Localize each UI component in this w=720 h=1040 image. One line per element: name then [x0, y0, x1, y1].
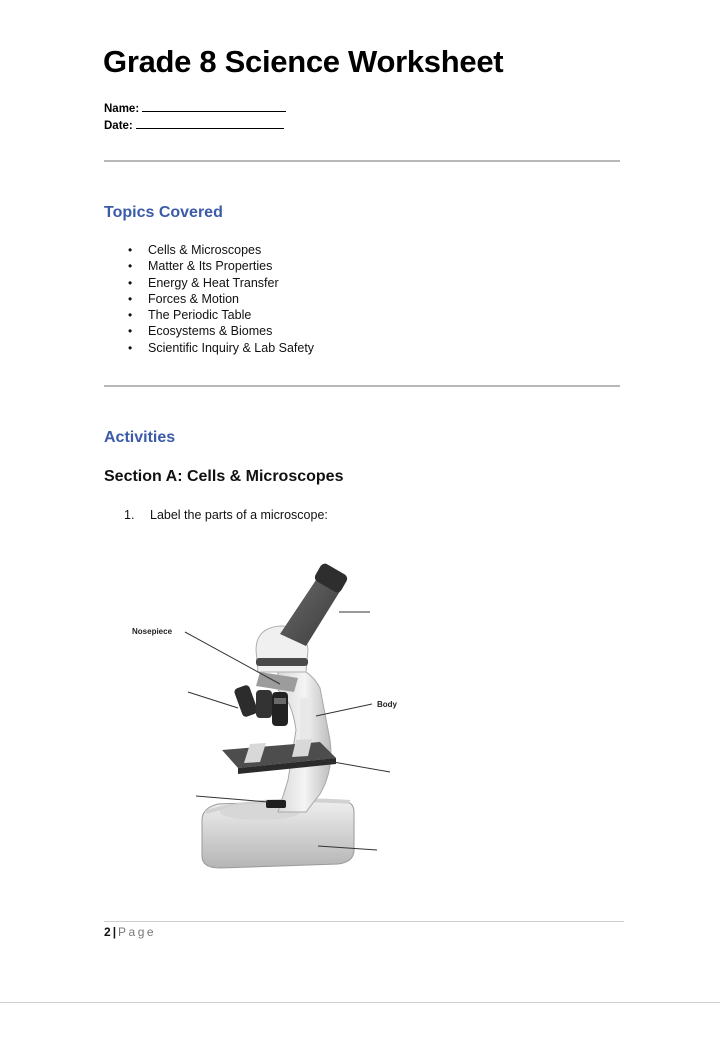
question-text: Label the parts of a microscope:	[150, 508, 328, 522]
light-source	[266, 800, 286, 808]
date-field[interactable]	[104, 118, 284, 132]
microscope-diagram	[110, 550, 450, 880]
topic-item: • Cells & Microscopes	[122, 242, 314, 258]
topics-list	[122, 242, 314, 356]
name-field[interactable]	[104, 101, 286, 115]
topic-item: • Ecosystems & Biomes	[122, 323, 314, 339]
page-word: Page	[118, 925, 157, 939]
eyepiece-tube	[280, 562, 349, 646]
question-1	[122, 508, 328, 522]
page-footer	[104, 925, 156, 939]
objective-callout-line	[188, 692, 238, 708]
topic-item: • Energy & Heat Transfer	[122, 275, 314, 291]
stage-callout-line	[322, 760, 390, 772]
page-number: 2	[104, 925, 111, 939]
topic-item: • The Periodic Table	[122, 307, 314, 323]
topic-item: • Scientific Inquiry & Lab Safety	[122, 340, 314, 356]
divider	[104, 385, 620, 387]
date-blank-line[interactable]	[136, 118, 284, 129]
question-number: 1.	[124, 508, 135, 522]
name-blank-line[interactable]	[142, 101, 286, 112]
body-label: Body	[377, 700, 397, 709]
section-a-title: Section A: Cells & Microscopes	[104, 468, 344, 485]
light-callout-line	[196, 796, 268, 802]
topic-item: • Matter & Its Properties	[122, 258, 314, 274]
date-label: Date:	[104, 120, 133, 132]
topic-item: • Forces & Motion	[122, 291, 314, 307]
footer-divider	[104, 921, 624, 922]
divider	[104, 160, 620, 162]
name-label: Name:	[104, 103, 140, 115]
microscope-base	[202, 800, 354, 868]
activities-heading: Activities	[104, 429, 176, 446]
page-bottom-edge	[0, 1002, 720, 1003]
topics-heading: Topics Covered	[104, 204, 223, 221]
worksheet-title: Grade 8 Science Worksheet	[103, 44, 504, 79]
footer-separator: |	[112, 925, 117, 939]
nosepiece-label: Nosepiece	[132, 627, 173, 636]
